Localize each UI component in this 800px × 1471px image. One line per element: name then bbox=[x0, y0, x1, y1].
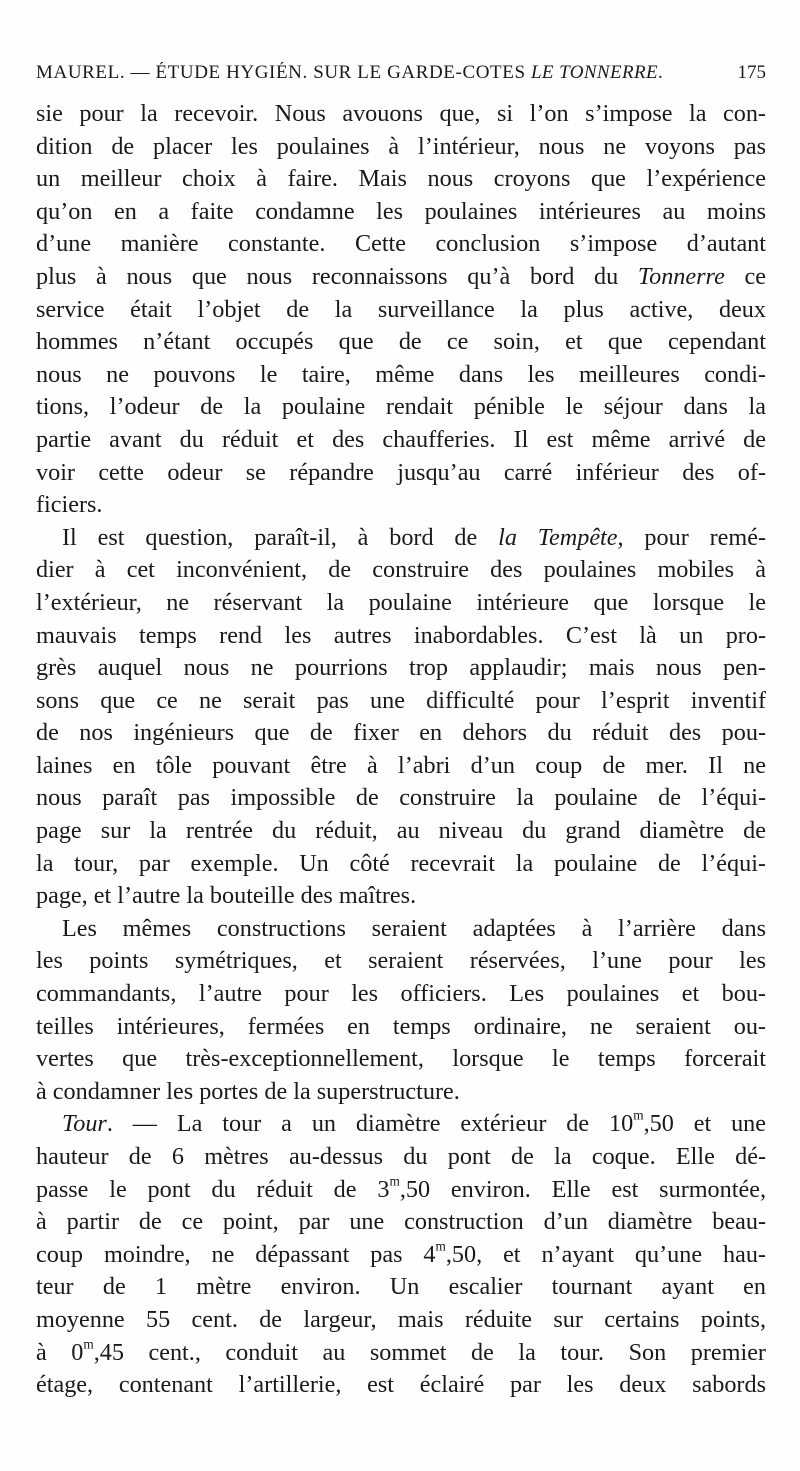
text-run: passe le pont du réduit de 3 bbox=[36, 1175, 390, 1203]
text-line bbox=[36, 913, 766, 946]
text-line bbox=[36, 294, 766, 327]
text-line bbox=[36, 554, 766, 587]
text-run: nous ne pouvons le taire, même dans les meilleures condi- bbox=[36, 360, 766, 388]
text-run: coup moindre, ne dépassant pas 4 bbox=[36, 1240, 436, 1268]
text-run: hauteur de 6 mètres au-dessus du pont de la coque. Elle dé- bbox=[36, 1143, 766, 1170]
text-run: grès auquel nous ne pourrions trop applaudir; mais nous pen- bbox=[36, 654, 766, 682]
text-run: tions, l’odeur de la poulaine rendait pénible le séjour dans la bbox=[36, 393, 766, 421]
running-title: MAUREL. — ÉTUDE HYGIÉN. SUR LE GARDE-COTES bbox=[36, 62, 531, 83]
text-run: sie pour la recevoir. Nous avouons que, si l’on s’impose la con- bbox=[36, 100, 766, 127]
italic-text: Tour bbox=[62, 1110, 107, 1138]
text-line bbox=[36, 945, 766, 978]
text-run: laines en tôle pouvant être à l’abri d’un coup de mer. Il ne bbox=[36, 751, 766, 779]
text-line bbox=[36, 1369, 766, 1402]
running-title-end: . bbox=[658, 62, 664, 83]
text-run: , pour remé- bbox=[617, 523, 766, 551]
text-run: voir cette odeur se répandre jusqu’au carré inférieur des of- bbox=[36, 458, 766, 486]
text-run: nous paraît pas impossible de construire la poulaine de l’équi- bbox=[36, 784, 766, 812]
text-line bbox=[36, 1174, 766, 1207]
superscript-unit: m bbox=[633, 1108, 644, 1124]
text-line bbox=[36, 848, 766, 881]
page-number: 175 bbox=[737, 62, 766, 83]
text-run: vertes que très-exceptionnellement, lorsque le temps forcerait bbox=[36, 1045, 766, 1073]
text-line bbox=[36, 359, 766, 392]
running-header bbox=[36, 62, 766, 84]
text-run: ce bbox=[724, 262, 766, 290]
italic-text: Tonnerre bbox=[637, 262, 725, 290]
text-line bbox=[36, 457, 766, 490]
text-line bbox=[36, 815, 766, 848]
text-run: à 0 bbox=[36, 1338, 84, 1366]
superscript-unit: m bbox=[389, 1173, 400, 1189]
text-line bbox=[36, 717, 766, 750]
running-title-ship-name: LE TONNERRE bbox=[530, 62, 659, 83]
text-line bbox=[36, 880, 766, 913]
text-run: ,45 cent., conduit au sommet de la tour. Son premier bbox=[93, 1338, 766, 1366]
text-run: plus à nous que nous reconnaissons qu’à bord du bbox=[36, 262, 638, 290]
text-run: sons que ce ne serait pas une difficulté pour l’esprit inventif bbox=[36, 686, 766, 714]
text-line bbox=[36, 1271, 766, 1304]
text-line bbox=[36, 1239, 766, 1272]
text-line bbox=[36, 1141, 766, 1174]
text-line bbox=[36, 1076, 766, 1109]
italic-text: la Tempête bbox=[498, 523, 618, 551]
text-line bbox=[36, 424, 766, 457]
superscript-unit: m bbox=[83, 1336, 94, 1352]
text-run: étage, contenant l’artillerie, est éclairé par les deux sabords bbox=[36, 1371, 766, 1399]
text-run: un meilleur choix à faire. Mais nous croyons que l’expérience bbox=[36, 165, 766, 193]
text-line bbox=[36, 163, 766, 196]
text-run: partie avant du réduit et des chaufferies. Il est même arrivé de bbox=[36, 425, 766, 453]
text-line bbox=[36, 522, 766, 555]
text-line bbox=[36, 1108, 766, 1141]
text-line bbox=[36, 261, 766, 294]
text-run: d’une manière constante. Cette conclusion s’impose d’autant bbox=[36, 230, 766, 258]
text-line bbox=[36, 391, 766, 424]
text-line bbox=[36, 978, 766, 1011]
text-line bbox=[36, 1337, 766, 1370]
text-run: ,50, et n’ayant qu’une hau- bbox=[445, 1240, 766, 1268]
text-run: la tour, par exemple. Un côté recevrait la poulaine de l’équi- bbox=[36, 849, 766, 877]
text-run: les points symétriques, et seraient réservées, l’une pour les bbox=[36, 947, 766, 975]
text-line bbox=[36, 1304, 766, 1337]
text-run: ficiers. bbox=[36, 491, 103, 519]
text-line bbox=[36, 131, 766, 164]
text-line bbox=[36, 1043, 766, 1076]
text-run: ,50 et une bbox=[643, 1110, 766, 1138]
text-line bbox=[36, 228, 766, 261]
text-run: page sur la rentrée du réduit, au niveau du grand diamètre de bbox=[36, 817, 766, 845]
text-run: teilles intérieures, fermées en temps ordinaire, ne seraient ou- bbox=[36, 1012, 766, 1040]
text-run: qu’on en a faite condamne les poulaines intérieures au moins bbox=[36, 197, 766, 225]
text-run: hommes n’étant occupés que de ce soin, et que cependant bbox=[36, 328, 766, 356]
text-run: . — La tour a un diamètre extérieur de 10 bbox=[106, 1110, 634, 1138]
text-run: mauvais temps rend les autres inabordables. C’est là un pro- bbox=[36, 621, 766, 649]
superscript-unit: m bbox=[435, 1238, 446, 1254]
text-run: à condamner les portes de la superstructure. bbox=[36, 1077, 460, 1105]
text-run: Il est question, paraît-il, à bord de bbox=[62, 523, 499, 551]
text-run: page, et l’autre la bouteille des maîtres. bbox=[36, 882, 417, 910]
text-run: à partir de ce point, par une construction d’un diamètre beau- bbox=[36, 1208, 766, 1236]
text-line bbox=[36, 1011, 766, 1044]
text-run: l’extérieur, ne réservant la poulaine intérieure que lorsque le bbox=[36, 588, 766, 616]
text-line bbox=[36, 685, 766, 718]
body-text bbox=[36, 98, 766, 1402]
text-run: teur de 1 mètre environ. Un escalier tournant ayant en bbox=[36, 1273, 766, 1301]
text-run: Les mêmes constructions seraient adaptées à l’arrière dans bbox=[62, 914, 766, 942]
text-line bbox=[36, 652, 766, 685]
text-run: dier à cet inconvénient, de construire des poulaines mobiles à bbox=[36, 556, 766, 584]
text-line bbox=[36, 98, 766, 131]
text-line bbox=[36, 326, 766, 359]
text-run: de nos ingénieurs que de fixer en dehors du réduit des pou- bbox=[36, 719, 766, 747]
text-run: dition de placer les poulaines à l’intérieur, nous ne voyons pas bbox=[36, 132, 766, 160]
text-line bbox=[36, 782, 766, 815]
text-line bbox=[36, 489, 766, 522]
text-line bbox=[36, 196, 766, 229]
text-run: commandants, l’autre pour les officiers. Les poulaines et bou- bbox=[36, 980, 766, 1008]
text-run: ,50 environ. Elle est surmontée, bbox=[399, 1175, 766, 1203]
text-run: moyenne 55 cent. de largeur, mais réduite sur certains points, bbox=[36, 1305, 766, 1333]
text-line bbox=[36, 587, 766, 620]
text-line bbox=[36, 1206, 766, 1239]
text-line bbox=[36, 750, 766, 783]
text-run: service était l’objet de la surveillance la plus active, deux bbox=[36, 295, 766, 323]
text-line bbox=[36, 620, 766, 653]
